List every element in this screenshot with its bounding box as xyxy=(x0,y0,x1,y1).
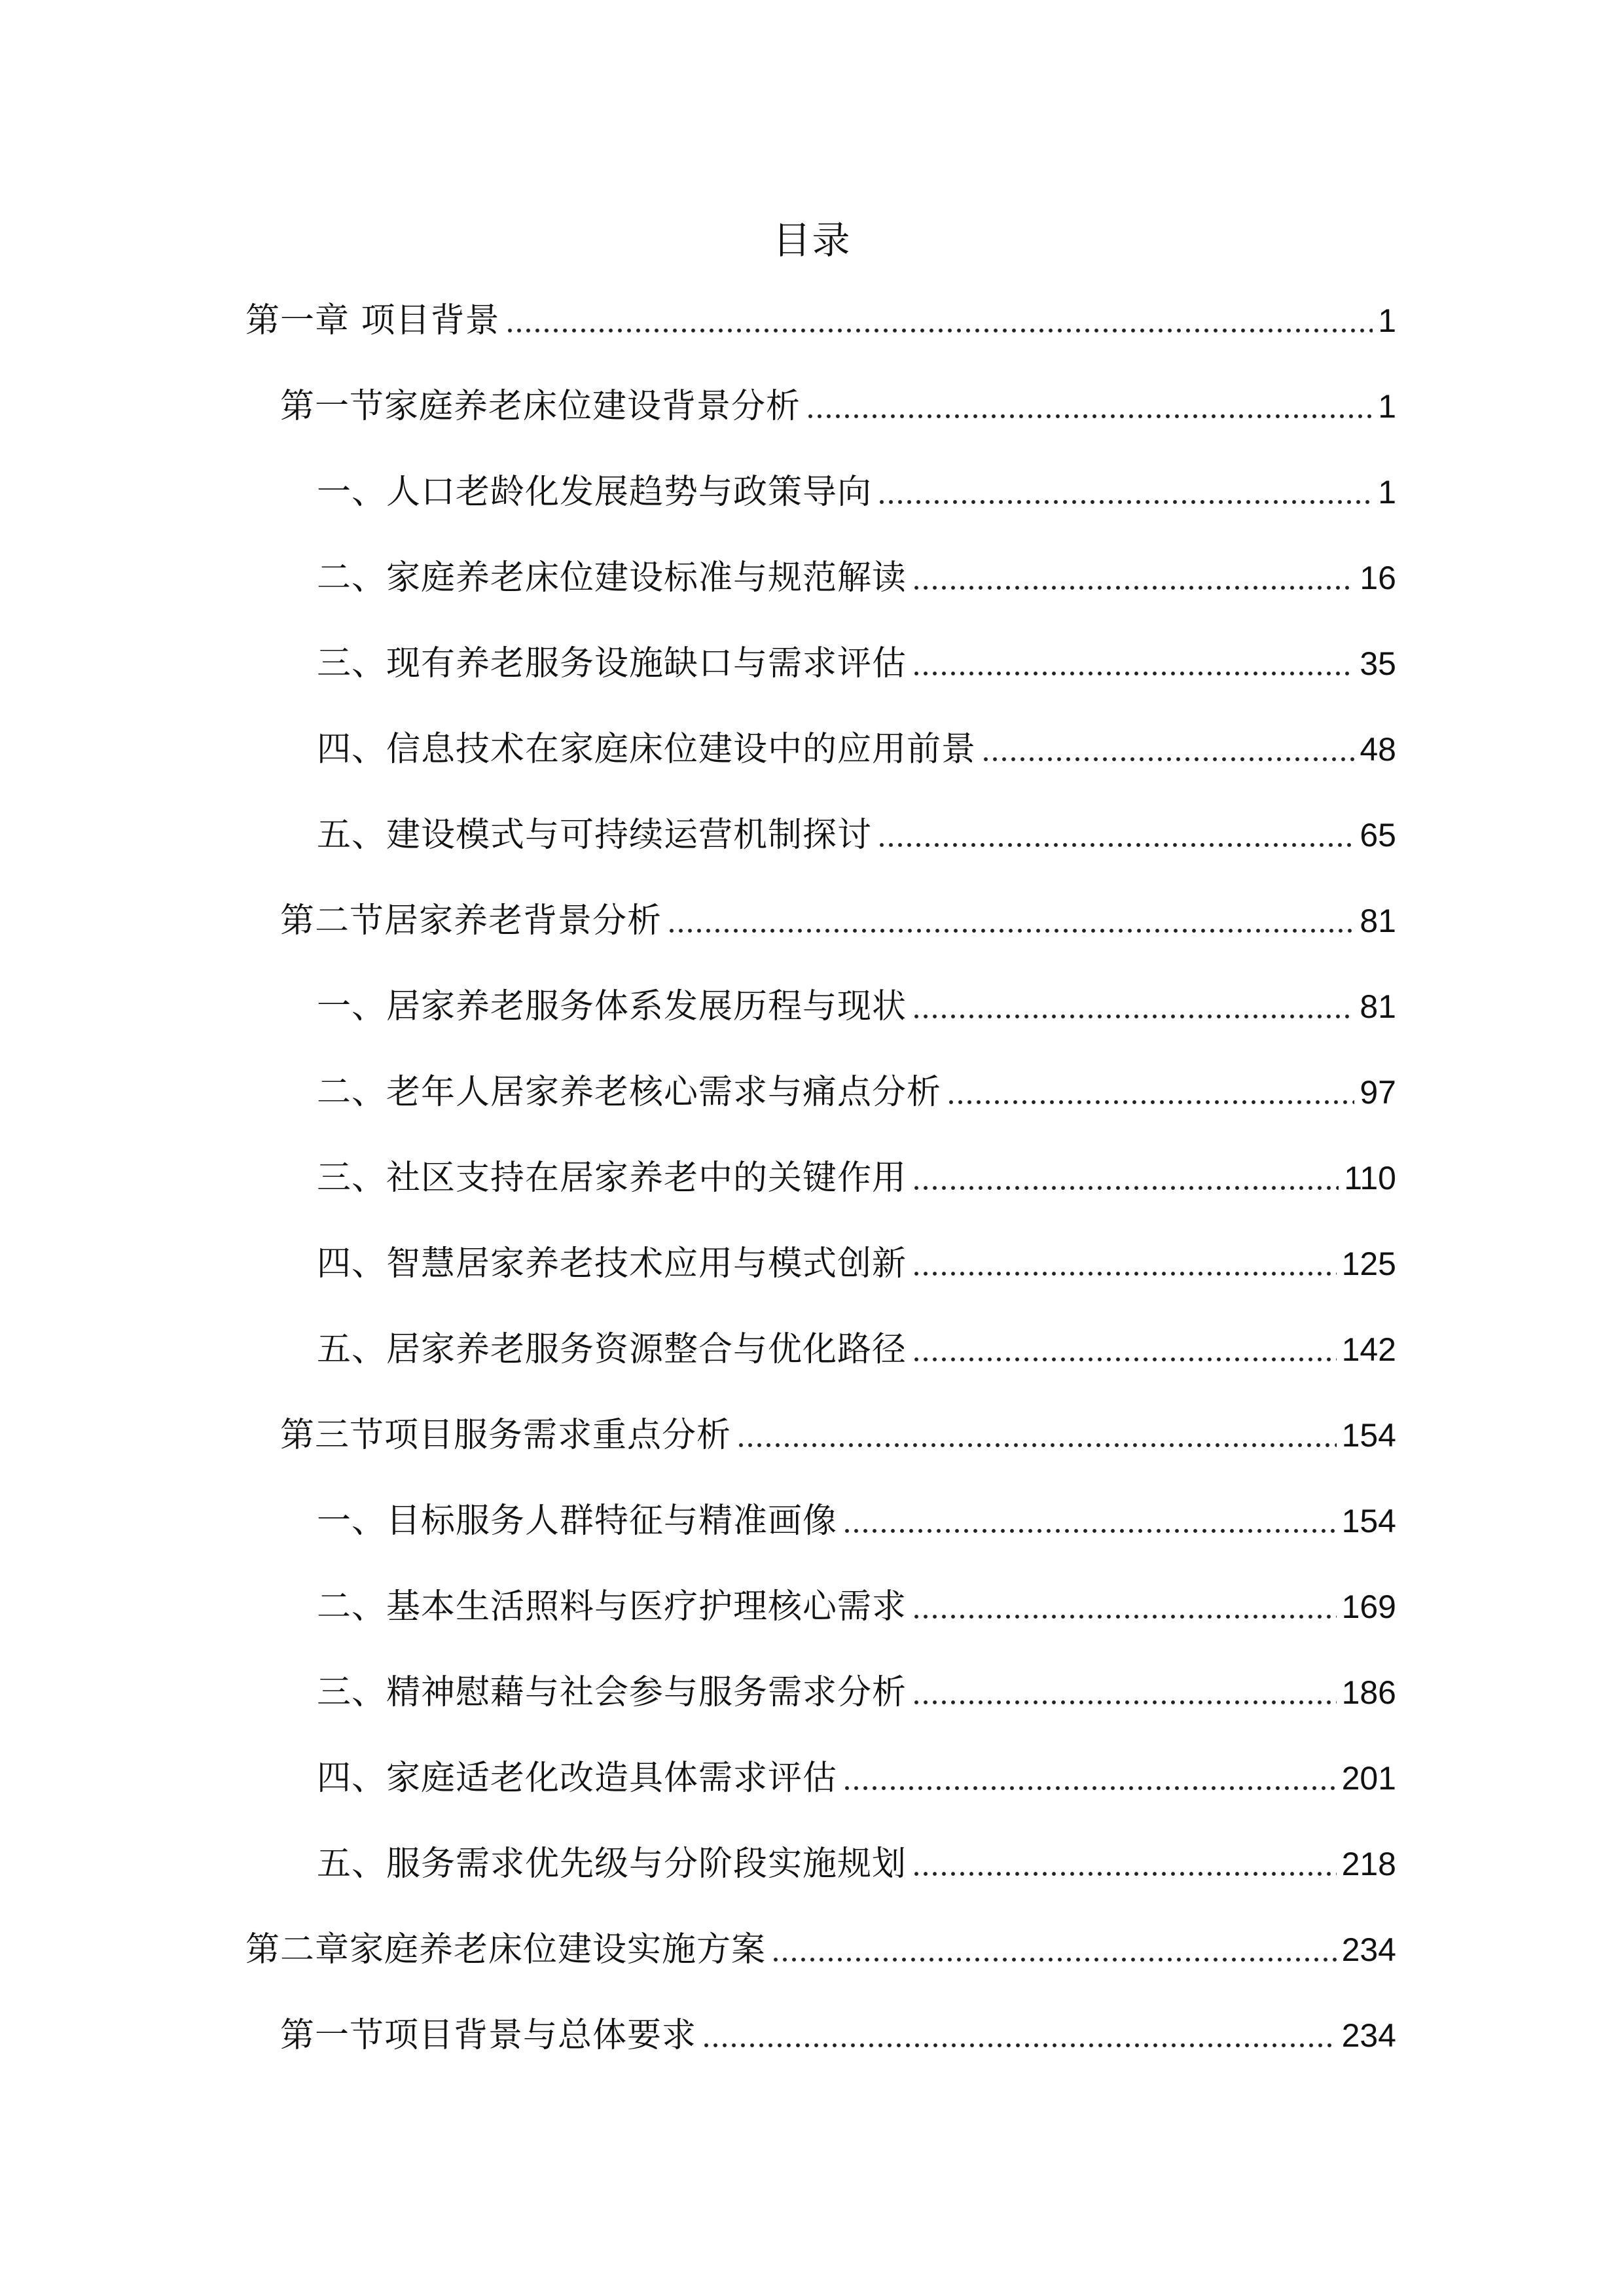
toc-entry-label: 一、人口老龄化发展趋势与政策导向 xyxy=(317,473,873,512)
toc-dot-leader xyxy=(877,499,1373,505)
toc-dot-leader xyxy=(912,1014,1354,1019)
toc-entry-page-number: 48 xyxy=(1360,731,1396,768)
page-title: 目录 xyxy=(772,218,852,262)
toc-dot-leader xyxy=(702,2043,1337,2048)
toc-entry-page-number: 154 xyxy=(1341,1417,1396,1454)
toc-entry-page-number: 234 xyxy=(1341,2017,1396,2054)
toc-dot-leader xyxy=(912,1614,1337,1619)
toc-entry[interactable] xyxy=(280,374,1396,439)
toc-entry-label: 四、信息技术在家庭床位建设中的应用前景 xyxy=(317,730,977,769)
toc-entry[interactable] xyxy=(317,631,1396,696)
toc-entry-page-number: 1 xyxy=(1378,302,1396,339)
toc-entry-label: 一、居家养老服务体系发展历程与现状 xyxy=(317,987,907,1026)
toc-entry[interactable] xyxy=(317,1574,1396,1640)
toc-dot-leader xyxy=(912,1271,1337,1276)
toc-dot-leader xyxy=(505,328,1373,333)
toc-entry-label: 三、现有养老服务设施缺口与需求评估 xyxy=(317,644,907,683)
toc-dot-leader xyxy=(736,1443,1337,1448)
toc-dot-leader xyxy=(806,414,1373,419)
toc-dot-leader xyxy=(877,842,1354,848)
toc-entry[interactable] xyxy=(317,802,1396,868)
toc-entry[interactable] xyxy=(317,459,1396,525)
toc-entry[interactable] xyxy=(317,1831,1396,1897)
toc-dot-leader xyxy=(981,757,1354,762)
toc-entry-page-number: 110 xyxy=(1344,1160,1396,1196)
toc-entry-label: 二、基本生活照料与医疗护理核心需求 xyxy=(317,1587,907,1626)
toc-entry[interactable] xyxy=(317,1746,1396,1811)
toc-entry-label: 第一节家庭养老床位建设背景分析 xyxy=(280,387,801,426)
toc-entry-page-number: 81 xyxy=(1360,903,1396,939)
toc-entry[interactable] xyxy=(317,974,1396,1039)
toc-entry-page-number: 81 xyxy=(1360,988,1396,1025)
toc-entry-label: 四、智慧居家养老技术应用与模式创新 xyxy=(317,1244,907,1283)
toc-entry-page-number: 169 xyxy=(1341,1588,1396,1625)
toc-dot-leader xyxy=(912,585,1354,590)
toc-entry-page-number: 65 xyxy=(1360,817,1396,853)
toc-entry[interactable] xyxy=(317,1488,1396,1554)
toc-dot-leader xyxy=(912,1357,1337,1362)
toc-entry-label: 一、目标服务人群特征与精准画像 xyxy=(317,1501,838,1541)
toc-entry-label: 三、社区支持在居家养老中的关键作用 xyxy=(317,1158,907,1198)
toc-entry-page-number: 154 xyxy=(1341,1503,1396,1539)
toc-entry-label: 二、家庭养老床位建设标准与规范解读 xyxy=(317,558,907,598)
toc-entry-label: 二、老年人居家养老核心需求与痛点分析 xyxy=(317,1073,942,1112)
toc-entry[interactable] xyxy=(280,1403,1396,1468)
toc-entry[interactable] xyxy=(317,1317,1396,1382)
toc-entry[interactable] xyxy=(317,545,1396,611)
toc-entry-label: 五、居家养老服务资源整合与优化路径 xyxy=(317,1330,907,1369)
toc-entry-label: 第三节项目服务需求重点分析 xyxy=(280,1416,732,1455)
toc-entry-label: 三、精神慰藉与社会参与服务需求分析 xyxy=(317,1673,907,1712)
toc-entry[interactable] xyxy=(317,1145,1396,1211)
toc-entry-page-number: 1 xyxy=(1378,388,1396,425)
toc-entry-page-number: 234 xyxy=(1341,1931,1396,1968)
toc-dot-leader xyxy=(842,1528,1337,1534)
toc-entry-label: 第一章 项目背景 xyxy=(245,301,500,340)
toc-entry-label: 五、服务需求优先级与分阶段实施规划 xyxy=(317,1844,907,1884)
toc-entry-label: 第二章家庭养老床位建设实施方案 xyxy=(245,1930,767,1969)
toc-dot-leader xyxy=(667,928,1354,933)
toc-entry[interactable] xyxy=(245,288,1396,353)
toc-dot-leader xyxy=(912,1700,1337,1705)
toc-entry-label: 四、家庭适老化改造具体需求评估 xyxy=(317,1759,838,1798)
toc-entry[interactable] xyxy=(280,888,1396,954)
toc-entry-label: 五、建设模式与可持续运营机制探讨 xyxy=(317,816,873,855)
toc-dot-leader xyxy=(842,1785,1337,1791)
toc-entry-page-number: 1 xyxy=(1378,474,1396,511)
toc-entry-label: 第一节项目背景与总体要求 xyxy=(280,2016,697,2055)
toc-dot-leader xyxy=(947,1100,1354,1105)
toc-entry-page-number: 35 xyxy=(1360,645,1396,682)
toc-entry[interactable] xyxy=(280,2003,1396,2068)
toc-dot-leader xyxy=(771,1957,1337,1962)
toc-entry-label: 第二节居家养老背景分析 xyxy=(280,901,662,941)
toc-entry-page-number: 218 xyxy=(1341,1846,1396,1882)
toc-entry-page-number: 125 xyxy=(1341,1246,1396,1282)
toc-dot-leader xyxy=(912,1871,1337,1876)
toc-entry-page-number: 142 xyxy=(1341,1331,1396,1368)
toc-entry-page-number: 186 xyxy=(1341,1674,1396,1711)
toc-entry[interactable] xyxy=(317,717,1396,782)
toc-entry[interactable] xyxy=(317,1660,1396,1725)
toc-entry[interactable] xyxy=(317,1060,1396,1125)
toc-entry-page-number: 16 xyxy=(1360,560,1396,596)
toc-entry-page-number: 201 xyxy=(1341,1760,1396,1797)
toc-entry[interactable] xyxy=(317,1231,1396,1297)
toc-entry[interactable] xyxy=(245,1917,1396,1982)
toc-dot-leader xyxy=(912,671,1354,676)
toc-entry-page-number: 97 xyxy=(1360,1074,1396,1111)
toc-dot-leader xyxy=(912,1185,1339,1191)
